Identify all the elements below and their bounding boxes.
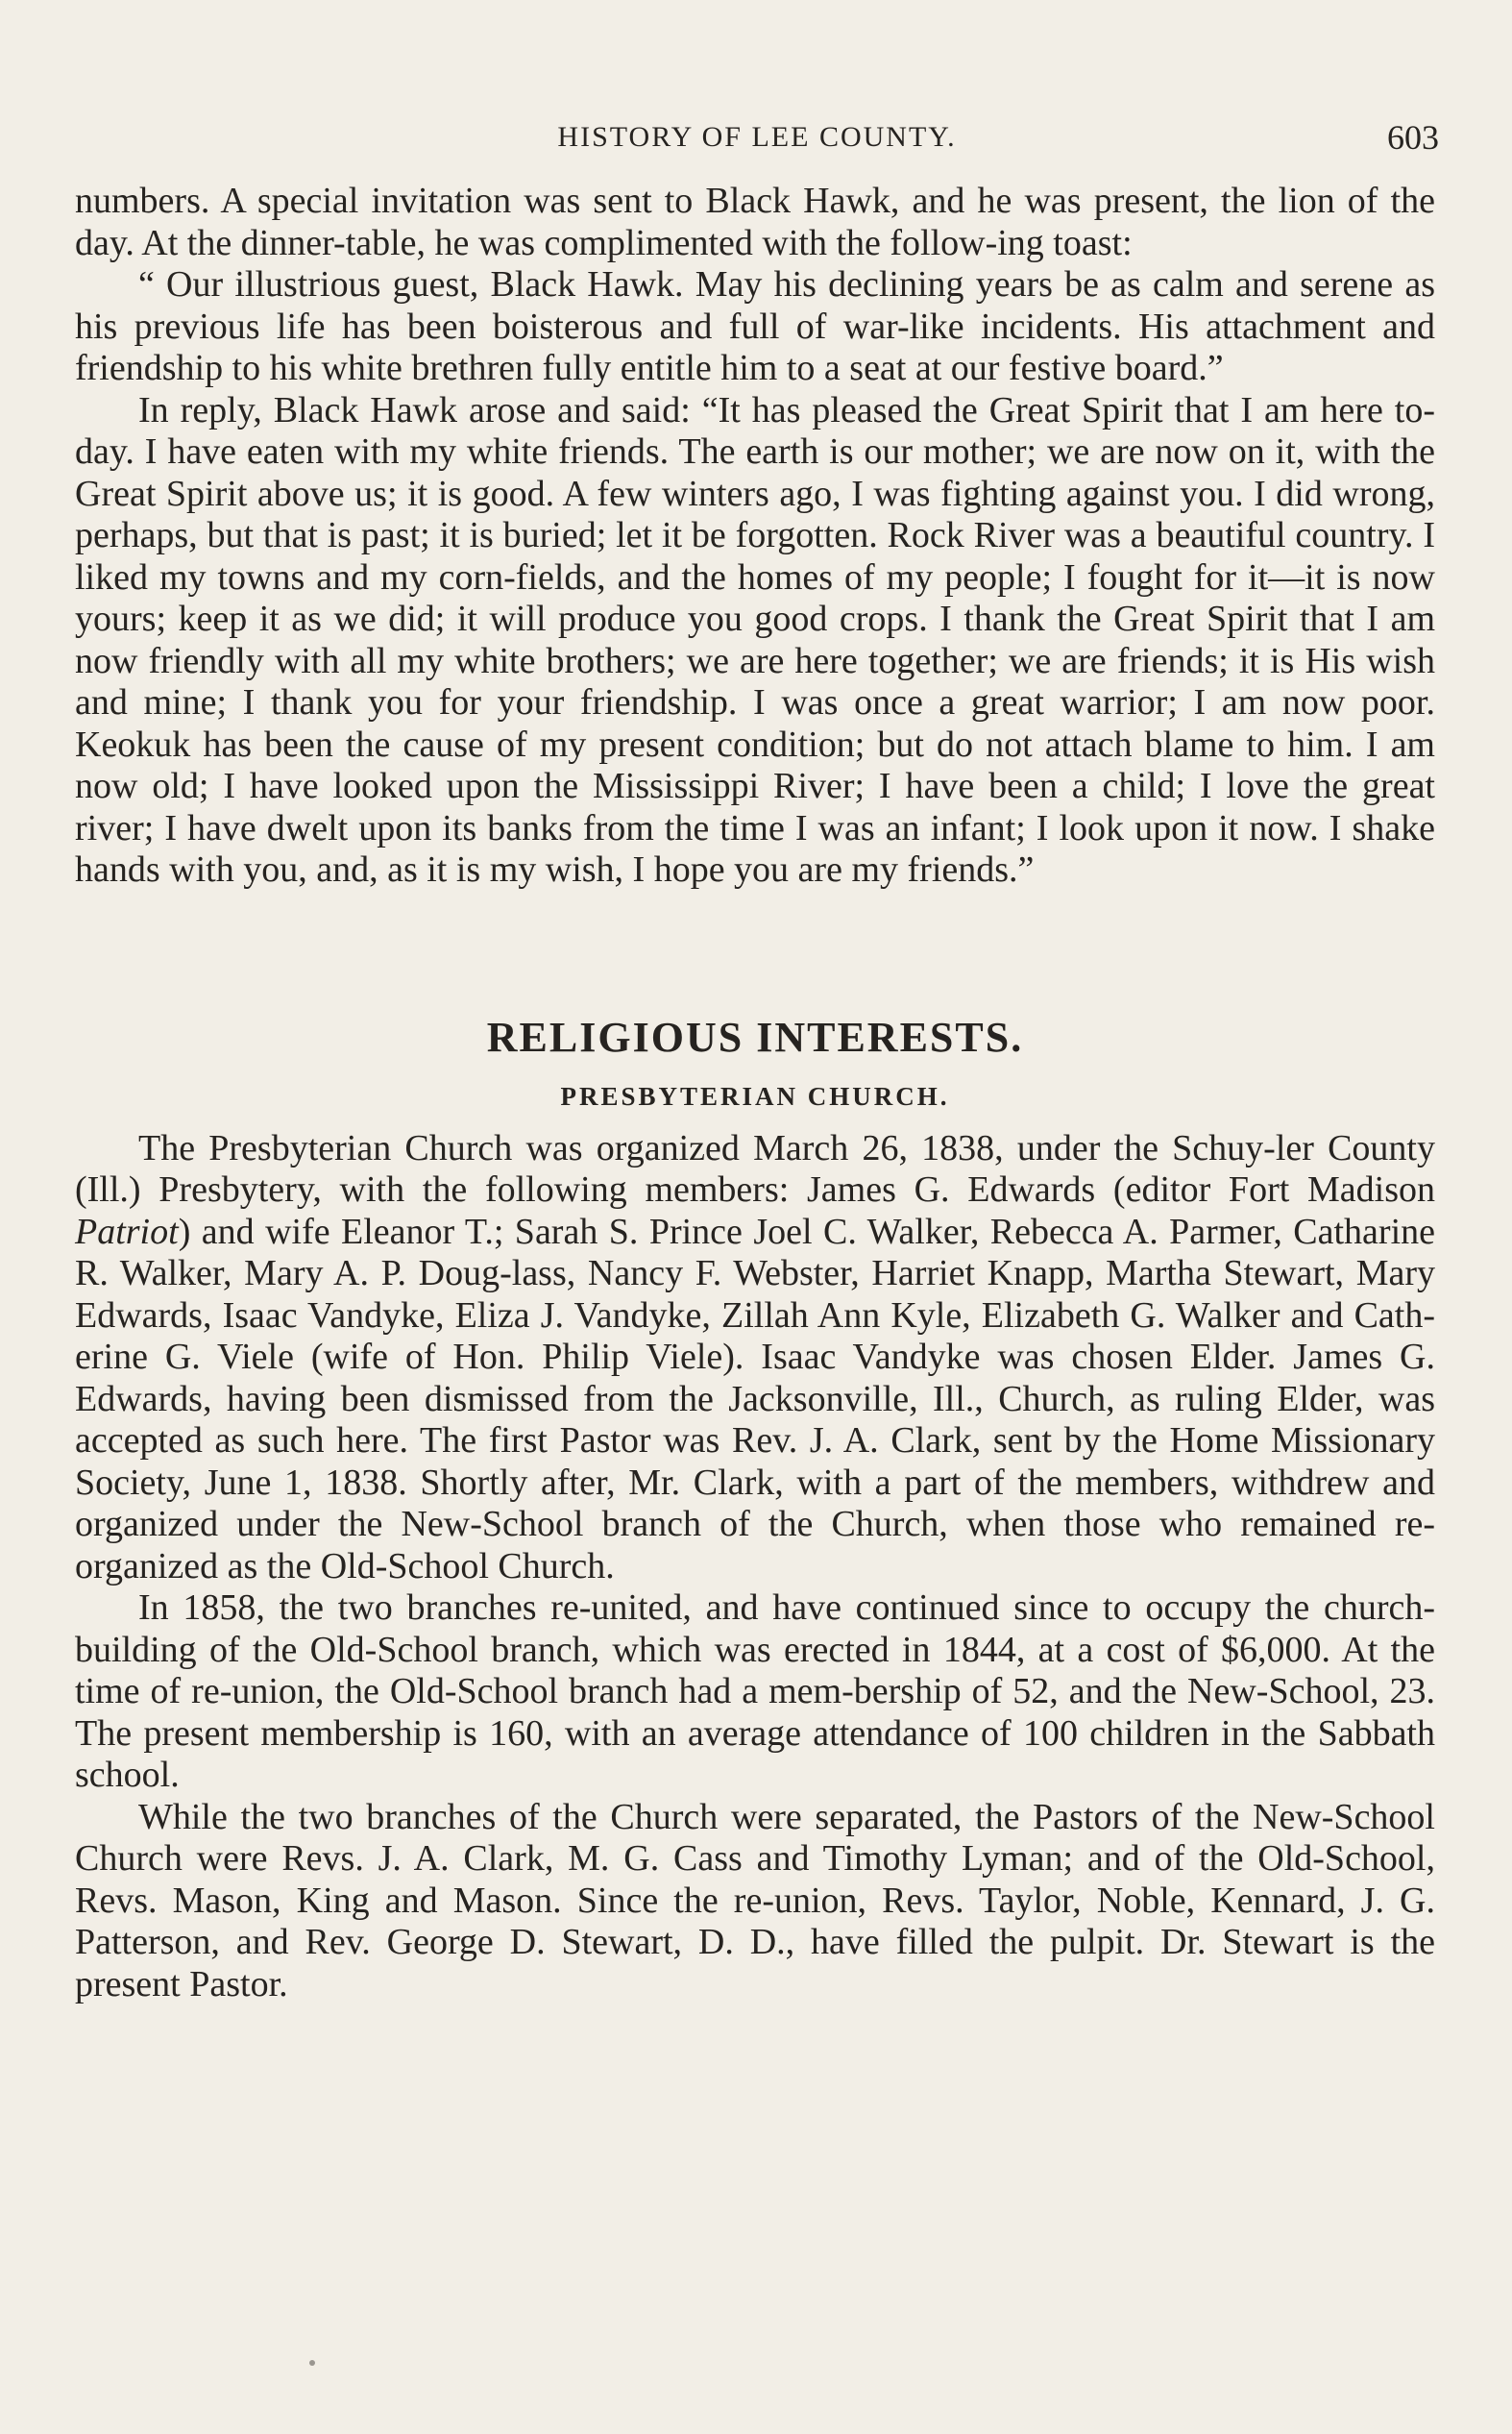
church-text-part-1: The Presbyterian Church was organized March 26, 1838, under the Schuy-ler County (Ill.) Presbytery, with the following members: James G. Edwards (editor Fort Madison bbox=[75, 1127, 1435, 1210]
paragraph-toast: “ Our illustrious guest, Black Hawk. May his declining years be as calm and serene as his previous life has been boisterous and full of war-like incidents. His attachment and friendship to his white brethren fully entitle him to a seat at our festive board.” bbox=[75, 264, 1435, 388]
running-title: HISTORY OF LEE COUNTY. bbox=[557, 121, 957, 153]
running-head bbox=[75, 113, 1439, 161]
section-spacer bbox=[75, 892, 1435, 1009]
page-body bbox=[75, 181, 1435, 2005]
section-title: RELIGIOUS INTERESTS. bbox=[486, 1013, 1024, 1061]
newspaper-name: Patriot bbox=[75, 1211, 179, 1252]
paragraph-black-hawk-reply: In reply, Black Hawk arose and said: “It has pleased the Great Spirit that I am here to-day. I have eaten with my white friends. The earth is our mother; we are now on it, with the Great Spirit above us; it is good. A few winters ago, I was fighting against you. I did wrong, perhaps, but that is past; it is buried; let it be forgotten. Rock River was a beautiful country. I liked my towns and my corn-fields, and the homes of my people; I fought for it—it is now yours; keep it as we did; it will produce you good crops. I thank the Great Spirit that I am now friendly with all my white brothers; we are here together; we are friends; it is His wish and mine; I thank you for your friendship. I was once a great warrior; I am now poor. Keokuk has been the cause of my present condition; but do not attach blame to him. I am now old; I have looked upon the Mississippi River; I have been a child; I love the great river; I have dwelt upon its banks from the time I was an infant; I look upon it now. I shake hands with you, and, as it is my wish, I hope you are my friends.” bbox=[75, 389, 1435, 890]
paragraph-reunion: In 1858, the two branches re-united, and have continued since to occupy the church-building of the Old-School branch, which was erected in 1844, at a cost of $6,000. At the time of re-union, the Old-School branch had a mem-bership of 52, and the New-School, 23. The present membership is 160, with an average attendance of 100 children in the Sabbath school. bbox=[75, 1587, 1435, 1795]
paragraph-pastors: While the two branches of the Church were separated, the Pastors of the New-School Church were Revs. J. A. Clark, M. G. Cass and Timothy Lyman; and of the Old-School, Revs. Mason, King and Mason. Since the re-union, Revs. Taylor, Noble, Kennard, J. G. Patterson, and Rev. George D. Stewart, D. D., have filled the pulpit. Dr. Stewart is the present Pastor. bbox=[75, 1796, 1435, 2004]
paragraph-dinner: numbers. A special invitation was sent to Black Hawk, and he was present, the lion of the day. At the dinner-table, he was complimented with the follow-ing toast: bbox=[75, 181, 1435, 263]
ink-speck bbox=[309, 2360, 315, 2366]
paragraph-church-organization bbox=[75, 1128, 1435, 1588]
church-text-part-2: ) and wife Eleanor T.; Sarah S. Prince Joel C. Walker, Rebecca A. Parmer, Catharine R. Walker, Mary A. P. Doug-lass, Nancy F. Webster, Harriet Knapp, Martha Stewart, Mary Edwards, Isaac Vandyke, Eliza J. Vandyke, Zillah Ann Kyle, Elizabeth G. Walker and Cath-erine G. Viele (wife of Hon. Philip Viele). Isaac Vandyke was chosen Elder. James G. Edwards, having been dismissed from the Jacksonville, Ill., Church, as ruling Elder, was accepted as such here. The first Pastor was Rev. J. A. Clark, sent by the Home Missionary Society, June 1, 1838. Shortly after, Mr. Clark, with a part of the members, withdrew and organized under the New-School branch of the Church, when those who remained re-organized as the Old-School Church. bbox=[75, 1211, 1435, 1586]
subsection-title: PRESBYTERIAN CHURCH. bbox=[560, 1081, 950, 1111]
page-number: 603 bbox=[1387, 118, 1439, 157]
